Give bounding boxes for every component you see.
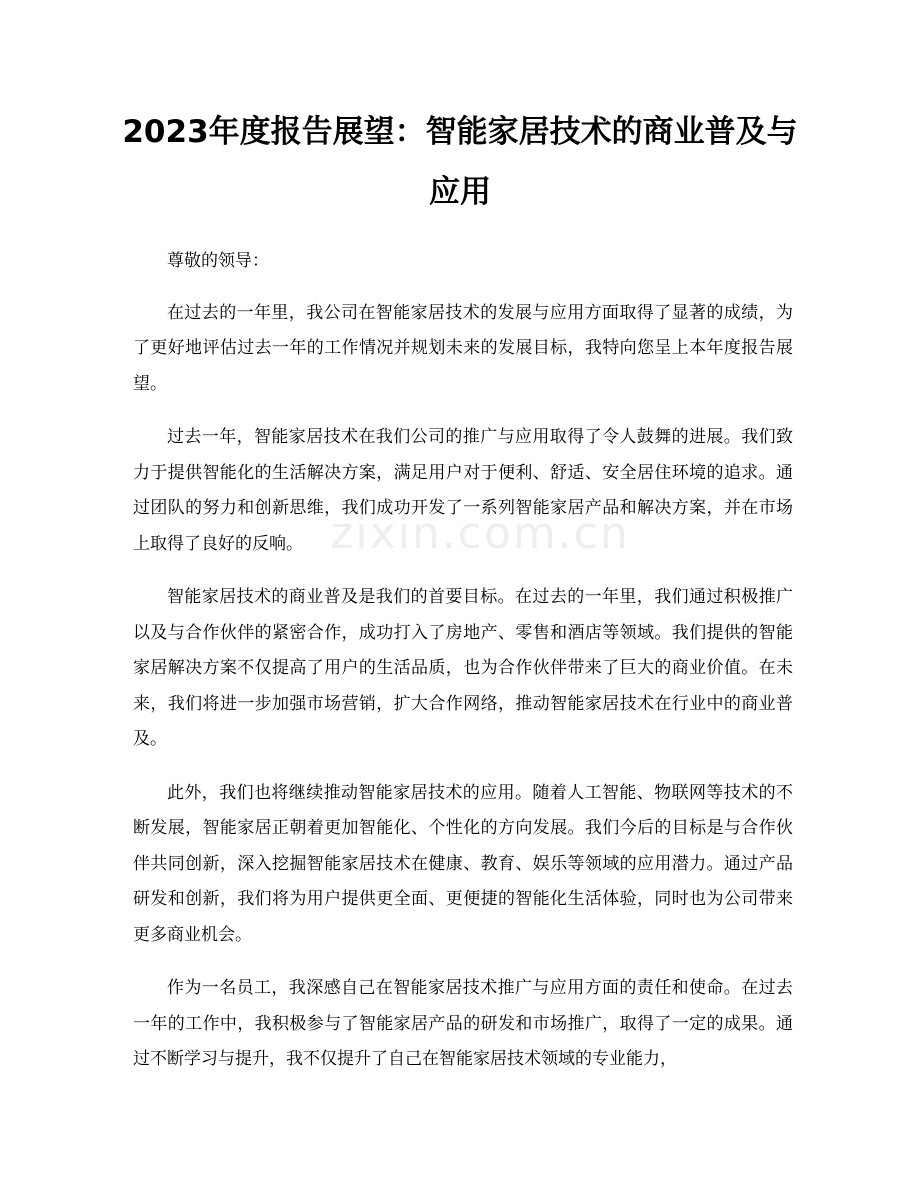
paragraph-2: 过去一年，智能家居技术在我们公司的推广与应用取得了令人鼓舞的进展。我们致力于提供智能化的生活解决方案，满足用户对于便利、舒适、安全居住环境的追求。通过团队的努力和创新思维，我们成功开发了一系列智能家居产品和解决方案，并在市场上取得了良好的反响。 xyxy=(133,427,793,554)
document-title: 2023年度报告展望：智能家居技术的商业普及与应用 xyxy=(122,114,798,210)
paragraph-4: 此外，我们也将继续推动智能家居技术的应用。随着人工智能、物联网等技术的不断发展，智能家居正朝着更加智能化、个性化的方向发展。我们今后的目标是与合作伙伴共同创新，深入挖掘智能家居技术在健康、教育、娱乐等领域的应用潜力。通过产品研发和创新，我们将为用户提供更全面、更便捷的智能化生活体验，同时也为公司带来更多商业机会。 xyxy=(133,782,793,945)
paragraph-3: 智能家居技术的商业普及是我们的首要目标。在过去的一年里，我们通过积极推广以及与合作伙伴的紧密合作，成功打入了房地产、零售和酒店等领域。我们提供的智能家居解决方案不仅提高了用户的生活品质，也为合作伙伴带来了巨大的商业价值。在未来，我们将进一步加强市场营销，扩大合作网络，推动智能家居技术在行业中的商业普及。 xyxy=(133,587,793,749)
paragraph-1: 在过去的一年里，我公司在智能家居技术的发展与应用方面取得了显著的成绩，为了更好地评估过去一年的工作情况并规划未来的发展目标，我特向您呈上本年度报告展望。 xyxy=(133,302,793,394)
watermark: zixin.com.cn xyxy=(330,508,630,559)
document-body xyxy=(133,244,793,1096)
paragraph-5: 作为一名员工，我深感自己在智能家居技术推广与应用方面的责任和使命。在过去一年的工作中，我积极参与了智能家居产品的研发和市场推广，取得了一定的成果。通过不断学习与提升，我不仅提升了自己在智能家居技术领域的专业能力， xyxy=(133,978,793,1069)
salutation: 尊敬的领导： xyxy=(167,251,269,271)
